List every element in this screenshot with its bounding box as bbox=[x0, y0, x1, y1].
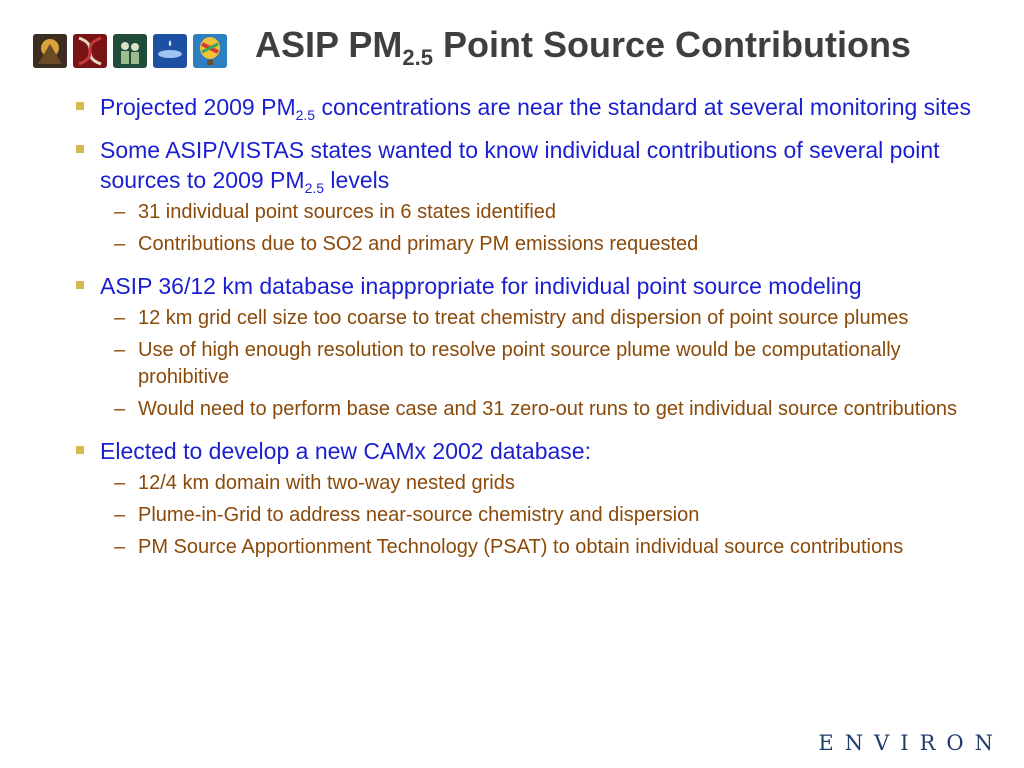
bullet-group-3 bbox=[75, 271, 985, 423]
bullet-group-2 bbox=[75, 135, 985, 258]
dash-icon: – bbox=[114, 536, 126, 558]
dash-icon: – bbox=[114, 504, 126, 526]
sub-bullet-item: – Would need to perform base case and 31 zero-out runs to get individual source contributions bbox=[114, 398, 958, 420]
bullet-text: Projected 2009 $PM_{2.5}$ concentrations are near the standard at several monitoring sites bbox=[100, 94, 971, 123]
water-photo-icon bbox=[153, 34, 187, 68]
sub-bullet-list bbox=[75, 305, 985, 423]
bullet-group-4 bbox=[75, 436, 985, 561]
sub-bullet-item: – Contributions due to SO2 and primary PM emissions requested bbox=[114, 233, 699, 255]
sub-bullet-list bbox=[75, 470, 985, 561]
bullet-item bbox=[75, 135, 985, 195]
title-subscript: 2.5 bbox=[402, 45, 433, 70]
sub-bullet-item: – 12/4 km domain with two-way nested grids bbox=[114, 472, 515, 494]
square-bullet-icon bbox=[76, 102, 84, 110]
dash-icon: – bbox=[114, 307, 126, 329]
dash-icon: – bbox=[114, 233, 126, 255]
header-image-strip bbox=[33, 34, 227, 68]
bullet-group-1 bbox=[75, 92, 985, 122]
title-main: ASIP PM bbox=[255, 24, 403, 65]
dash-icon: – bbox=[114, 201, 126, 223]
square-bullet-icon bbox=[76, 281, 84, 289]
dash-icon: – bbox=[114, 398, 126, 420]
title-rest: Point Source Contributions bbox=[432, 24, 911, 65]
dash-icon: – bbox=[114, 339, 126, 361]
square-bullet-icon bbox=[76, 446, 84, 454]
bullet-item bbox=[75, 271, 985, 301]
people-photo-icon bbox=[113, 34, 147, 68]
dash-icon: – bbox=[114, 472, 126, 494]
sub-bullet-item: – 31 individual point sources in 6 states identified bbox=[114, 201, 557, 223]
bullet-text: ASIP 36/12 km database inappropriate for individual point source modeling bbox=[100, 273, 862, 299]
environ-logo: ENVIRON bbox=[818, 731, 1004, 755]
slide-content bbox=[75, 92, 985, 574]
balloon-photo-icon bbox=[193, 34, 227, 68]
dna-photo-icon bbox=[73, 34, 107, 68]
sub-bullet-item: – Use of high enough resolution to resolve point source plume would be computationally prohibitive bbox=[114, 339, 901, 388]
bullet-text: Elected to develop a new CAMx 2002 database: bbox=[100, 438, 591, 464]
square-bullet-icon bbox=[76, 145, 84, 153]
sub-bullet-item: – PM Source Apportionment Technology (PSAT) to obtain individual source contributions bbox=[114, 536, 904, 558]
figure-photo-icon bbox=[33, 34, 67, 68]
bullet-text: Some ASIP/VISTAS states wanted to know individual contributions of several point sources to 2009 $PM_{2.5}$ levels bbox=[100, 137, 940, 196]
bullet-item bbox=[75, 92, 985, 122]
sub-bullet-list bbox=[75, 199, 985, 258]
bullet-item bbox=[75, 436, 985, 466]
slide-title bbox=[255, 24, 911, 70]
sub-bullet-item: – Plume-in-Grid to address near-source chemistry and dispersion bbox=[114, 504, 700, 526]
sub-bullet-item: – 12 km grid cell size too coarse to treat chemistry and dispersion of point source plumes bbox=[114, 307, 909, 329]
